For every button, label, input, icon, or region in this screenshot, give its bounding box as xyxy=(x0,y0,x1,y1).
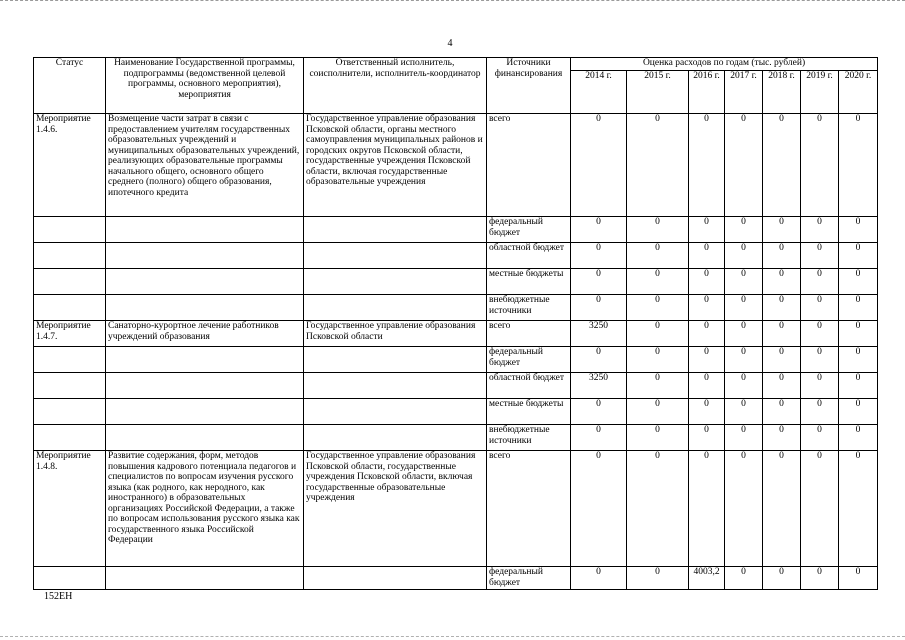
value-cell: 0 xyxy=(763,451,801,567)
header-year: 2017 г. xyxy=(725,71,763,114)
empty-cell xyxy=(106,425,304,451)
header-year: 2014 г. xyxy=(571,71,627,114)
source-cell: всего xyxy=(487,451,571,567)
value-cell: 0 xyxy=(839,451,878,567)
value-cell: 0 xyxy=(839,269,878,295)
measure-executor-cell: Государственное управление образования Псковской области, государственные учреждения Псковской области, включая государственные образовательные учреждения xyxy=(304,451,487,567)
value-cell: 0 xyxy=(689,425,725,451)
empty-cell xyxy=(304,347,487,373)
value-cell: 0 xyxy=(571,114,627,217)
value-cell: 0 xyxy=(627,451,689,567)
value-cell: 0 xyxy=(571,425,627,451)
empty-cell xyxy=(106,243,304,269)
value-cell: 0 xyxy=(689,373,725,399)
measure-name-cell: Санаторно-курортное лечение работников учреждений образования xyxy=(106,321,304,347)
value-cell: 0 xyxy=(627,217,689,243)
value-cell: 0 xyxy=(801,269,839,295)
value-cell: 0 xyxy=(839,243,878,269)
table-row xyxy=(34,295,878,321)
empty-cell xyxy=(34,269,106,295)
empty-cell xyxy=(34,243,106,269)
empty-cell xyxy=(34,399,106,425)
value-cell: 0 xyxy=(801,347,839,373)
measure-executor-cell: Государственное управление образования Псковской области, органы местного самоуправления муниципальных районов и городских округов Псковской области, государственные учреждения Псковской области, включая государственные образовательные учреждения xyxy=(304,114,487,217)
value-cell: 0 xyxy=(801,399,839,425)
value-cell: 0 xyxy=(725,451,763,567)
source-cell: федеральный бюджет xyxy=(487,217,571,243)
table-row xyxy=(34,451,878,567)
empty-cell xyxy=(106,347,304,373)
value-cell: 0 xyxy=(689,321,725,347)
empty-cell xyxy=(304,567,487,590)
empty-cell xyxy=(304,425,487,451)
value-cell: 0 xyxy=(571,217,627,243)
value-cell: 0 xyxy=(725,321,763,347)
value-cell: 0 xyxy=(763,217,801,243)
value-cell: 0 xyxy=(725,425,763,451)
measure-name-cell: Возмещение части затрат в связи с предоставлением учителям государственных образовательных учреждений и муниципальных образовательных учреждений, реализующих образовательные программы начального общего, основного общего среднего (полного) общего образования, ипотечного кредита xyxy=(106,114,304,217)
value-cell: 0 xyxy=(627,321,689,347)
value-cell: 0 xyxy=(689,114,725,217)
value-cell: 0 xyxy=(725,295,763,321)
value-cell: 4003,2 xyxy=(689,567,725,590)
value-cell: 0 xyxy=(725,269,763,295)
header-status: Статус xyxy=(34,58,106,114)
value-cell: 0 xyxy=(627,425,689,451)
budget-table xyxy=(33,57,878,590)
value-cell: 0 xyxy=(689,217,725,243)
header-estimate: Оценка расходов по годам (тыс. рублей) xyxy=(571,58,878,71)
value-cell: 0 xyxy=(839,567,878,590)
value-cell: 0 xyxy=(763,347,801,373)
value-cell: 0 xyxy=(725,373,763,399)
header-executor: Ответственный исполнитель, соисполнители, исполнитель-координатор xyxy=(304,58,487,114)
table-row xyxy=(34,347,878,373)
header-year: 2016 г. xyxy=(689,71,725,114)
value-cell: 0 xyxy=(801,295,839,321)
source-cell: всего xyxy=(487,321,571,347)
empty-cell xyxy=(34,217,106,243)
header-year: 2015 г. xyxy=(627,71,689,114)
empty-cell xyxy=(34,425,106,451)
header-year: 2019 г. xyxy=(801,71,839,114)
value-cell: 0 xyxy=(689,347,725,373)
empty-cell xyxy=(106,295,304,321)
value-cell: 0 xyxy=(627,114,689,217)
value-cell: 0 xyxy=(763,269,801,295)
value-cell: 0 xyxy=(801,217,839,243)
value-cell: 0 xyxy=(839,425,878,451)
value-cell: 0 xyxy=(689,451,725,567)
value-cell: 3250 xyxy=(571,373,627,399)
value-cell: 0 xyxy=(571,243,627,269)
header-name: Наименование Государственной программы, подпрограммы (ведомственной целевой программы, основного мероприятия), мероприятия xyxy=(106,58,304,114)
value-cell: 0 xyxy=(725,567,763,590)
value-cell: 0 xyxy=(801,373,839,399)
value-cell: 0 xyxy=(627,243,689,269)
value-cell: 0 xyxy=(801,567,839,590)
value-cell: 0 xyxy=(839,295,878,321)
value-cell: 0 xyxy=(627,347,689,373)
empty-cell xyxy=(34,567,106,590)
value-cell: 0 xyxy=(839,321,878,347)
measure-status-cell: Мероприятие 1.4.7. xyxy=(34,321,106,347)
value-cell: 0 xyxy=(571,295,627,321)
source-cell: внебюджетные источники xyxy=(487,425,571,451)
value-cell: 0 xyxy=(725,114,763,217)
source-cell: областной бюджет xyxy=(487,243,571,269)
page-number: 4 xyxy=(447,38,453,49)
empty-cell xyxy=(106,269,304,295)
empty-cell xyxy=(106,217,304,243)
table-row xyxy=(34,399,878,425)
value-cell: 0 xyxy=(763,295,801,321)
table-row xyxy=(34,567,878,590)
value-cell: 0 xyxy=(627,373,689,399)
source-cell: федеральный бюджет xyxy=(487,567,571,590)
value-cell: 0 xyxy=(689,295,725,321)
value-cell: 0 xyxy=(627,399,689,425)
empty-cell xyxy=(34,373,106,399)
empty-cell xyxy=(34,347,106,373)
empty-cell xyxy=(106,567,304,590)
header-row-top xyxy=(34,58,878,71)
source-cell: местные бюджеты xyxy=(487,269,571,295)
value-cell: 0 xyxy=(571,567,627,590)
value-cell: 0 xyxy=(839,373,878,399)
value-cell: 0 xyxy=(571,347,627,373)
value-cell: 0 xyxy=(627,269,689,295)
value-cell: 0 xyxy=(689,243,725,269)
value-cell: 0 xyxy=(763,425,801,451)
value-cell: 0 xyxy=(689,399,725,425)
value-cell: 0 xyxy=(725,243,763,269)
table-row xyxy=(34,114,878,217)
value-cell: 0 xyxy=(571,399,627,425)
table-row xyxy=(34,373,878,399)
header-year: 2020 г. xyxy=(839,71,878,114)
value-cell: 0 xyxy=(627,295,689,321)
empty-cell xyxy=(106,399,304,425)
value-cell: 0 xyxy=(689,269,725,295)
empty-cell xyxy=(304,243,487,269)
value-cell: 0 xyxy=(763,243,801,269)
value-cell: 0 xyxy=(725,399,763,425)
empty-cell xyxy=(304,217,487,243)
value-cell: 0 xyxy=(839,217,878,243)
value-cell: 0 xyxy=(571,451,627,567)
value-cell: 0 xyxy=(801,451,839,567)
value-cell: 0 xyxy=(725,217,763,243)
value-cell: 0 xyxy=(725,347,763,373)
value-cell: 0 xyxy=(763,373,801,399)
value-cell: 0 xyxy=(763,567,801,590)
header-year: 2018 г. xyxy=(763,71,801,114)
measure-executor-cell: Государственное управление образования Псковской области xyxy=(304,321,487,347)
scan-edge-bottom xyxy=(0,636,905,638)
table-row xyxy=(34,269,878,295)
table-row xyxy=(34,243,878,269)
table-body xyxy=(34,114,878,590)
table-row xyxy=(34,321,878,347)
source-cell: областной бюджет xyxy=(487,373,571,399)
value-cell: 0 xyxy=(763,399,801,425)
empty-cell xyxy=(304,295,487,321)
value-cell: 0 xyxy=(801,425,839,451)
source-cell: местные бюджеты xyxy=(487,399,571,425)
measure-name-cell: Развитие содержания, форм, методов повышения кадрового потенциала педагогов и специалистов по вопросам изучения русского языка (как родного, как неродного, как иностранного) в образовательных организациях Российской Федерации, а также по вопросам использования русского языка как государственного языка Российской Федерации xyxy=(106,451,304,567)
value-cell: 0 xyxy=(801,321,839,347)
source-cell: всего xyxy=(487,114,571,217)
value-cell: 0 xyxy=(801,243,839,269)
source-cell: внебюджетные источники xyxy=(487,295,571,321)
value-cell: 0 xyxy=(801,114,839,217)
footer-code: 152EH xyxy=(44,591,73,602)
empty-cell xyxy=(34,295,106,321)
measure-status-cell: Мероприятие 1.4.8. xyxy=(34,451,106,567)
value-cell: 0 xyxy=(763,114,801,217)
value-cell: 0 xyxy=(571,269,627,295)
table-row xyxy=(34,425,878,451)
value-cell: 3250 xyxy=(571,321,627,347)
value-cell: 0 xyxy=(839,399,878,425)
source-cell: федеральный бюджет xyxy=(487,347,571,373)
empty-cell xyxy=(304,373,487,399)
value-cell: 0 xyxy=(839,347,878,373)
empty-cell xyxy=(106,373,304,399)
value-cell: 0 xyxy=(839,114,878,217)
empty-cell xyxy=(304,269,487,295)
measure-status-cell: Мероприятие 1.4.6. xyxy=(34,114,106,217)
table-row xyxy=(34,217,878,243)
header-sources: Источники финансирования xyxy=(487,58,571,114)
empty-cell xyxy=(304,399,487,425)
value-cell: 0 xyxy=(627,567,689,590)
value-cell: 0 xyxy=(763,321,801,347)
scan-edge-top xyxy=(0,0,905,2)
